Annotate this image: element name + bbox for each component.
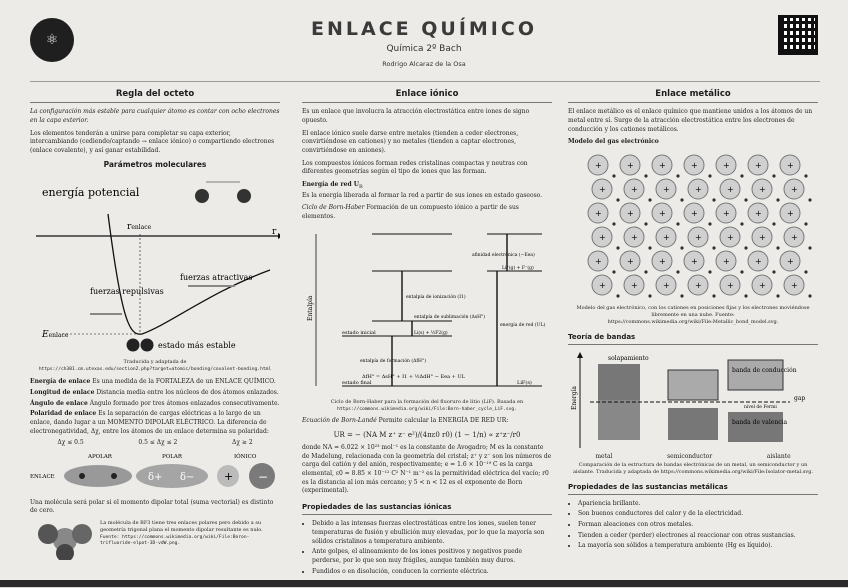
free-electron bbox=[776, 246, 779, 249]
free-electron bbox=[808, 246, 811, 249]
cation-charge: + bbox=[759, 233, 766, 243]
figure-credit-url[interactable]: https://ch301.cm.utexas.edu/section2.php?target=atomic/bonding/covalent-bonding.html bbox=[38, 366, 272, 372]
list-item: • Fundidos o en disolución, conducen la corriente eléctrica. bbox=[312, 568, 552, 577]
free-electron bbox=[680, 198, 683, 201]
bh-caption: Ciclo de Born-Haber para la formación del fluoruro de litio (LiF). Basada en bbox=[330, 399, 524, 406]
footer-bar bbox=[0, 580, 848, 587]
free-electron bbox=[648, 294, 651, 297]
definition-item: Longitud de enlace Distancia media entre los núcleos de dos átomos enlazados. bbox=[30, 388, 279, 396]
cation-charge: + bbox=[759, 185, 766, 195]
bh-lattice-energy: energía de red (UL) bbox=[500, 322, 546, 328]
cation-charge: + bbox=[659, 209, 666, 219]
cation-charge: + bbox=[599, 185, 606, 195]
free-electron bbox=[744, 294, 747, 297]
free-electron bbox=[680, 294, 683, 297]
metal-props-title: Propiedades de las sustancias metálicas bbox=[568, 482, 818, 495]
figure-credit: Traducida y adaptada de bbox=[123, 359, 187, 366]
type-apolar: APOLAR bbox=[88, 454, 112, 461]
cation-charge: + bbox=[595, 257, 602, 267]
cation-charge: + bbox=[723, 257, 730, 267]
free-electron bbox=[612, 174, 615, 177]
cation-charge: + bbox=[631, 281, 638, 291]
bh-lif: LiF(s) bbox=[517, 379, 532, 386]
section-title-octeto: Regla del octeto bbox=[30, 88, 280, 103]
column-octeto bbox=[30, 88, 280, 588]
bf3-molecule-icon bbox=[30, 520, 100, 560]
free-electron bbox=[772, 174, 775, 177]
ionic-props-list bbox=[312, 520, 552, 576]
page-title: ENLACE QUÍMICO bbox=[311, 18, 537, 40]
list-item: • Apariencia brillante. bbox=[578, 500, 818, 509]
bh-gas-ions: Li⁺(g) + F⁻(g) bbox=[502, 265, 534, 271]
free-electron bbox=[712, 198, 715, 201]
octeto-lead: La configuración más estable para cualquier átomo es contar con ocho electrones en la capa exterior. bbox=[30, 108, 280, 124]
cation-charge: + bbox=[627, 161, 634, 171]
cation-charge: + bbox=[595, 161, 602, 171]
free-electron bbox=[776, 294, 779, 297]
logo-icon: ⚛ bbox=[30, 18, 74, 62]
bh-initial-state: estado inicial bbox=[342, 329, 376, 336]
range-polar: 0.5 ≤ Δχ ≤ 2 bbox=[138, 439, 178, 447]
polarity-diagram bbox=[30, 451, 280, 495]
cation-charge: + bbox=[663, 281, 670, 291]
free-electron bbox=[744, 246, 747, 249]
free-electron bbox=[772, 270, 775, 273]
cation-charge: + bbox=[599, 281, 606, 291]
qr-code-icon[interactable] bbox=[778, 15, 818, 55]
bh-ionization: entalpía de ionización (I1) bbox=[406, 294, 466, 300]
metalico-p1: El enlace metálico es el enlace químico que mantiene unidos a los átomos de un metal entre sí. Surge de la atracción electrostática entre los electrones de conducción y los cationes metálicos. bbox=[568, 108, 813, 133]
attractive-forces-label: fuerzas atractivas bbox=[180, 272, 253, 282]
page-subtitle: Química 2º Bach bbox=[386, 44, 462, 54]
born-lande-where: donde NA = 6.022 × 10²³ mol⁻¹ es la constante de Avogadro; M es la constante de Madelung, relacionada con la geometría del cristal; z⁺ y z⁻ son los números de carga del catión y del anión, respectivamente; e = 1.6 × 10⁻¹⁹ C es la carga elemental, ε0 = 8.85 × 10⁻¹² C² N⁻¹ m⁻² es la permitividad eléctrica del vacío; r0 es la distancia al ion más cercano; y 5 < n < 12 es el exponente de Born (experimental). bbox=[302, 444, 552, 495]
cation-charge: + bbox=[659, 161, 666, 171]
bh-formation: entalpía de formación (ΔfH°) bbox=[360, 358, 426, 364]
bands-energy-axis: Energía bbox=[571, 385, 578, 410]
free-electron bbox=[776, 198, 779, 201]
delta-minus: δ− bbox=[180, 472, 195, 484]
polar-note: Una molécula será polar si el momento dipolar total (suma vectorial) es distinto de cero. bbox=[30, 498, 274, 515]
list-item: • Debido a las intensas fuerzas electrostáticas entre los iones, suelen tener temperaturas de fusión y ebullición muy elevadas, por lo que la mayoría son sólidos cristalinos a temperatura ambiente. bbox=[312, 520, 552, 546]
bands-caption: Comparación de la estructura de bandas electrónicas de un metal, un semiconductor y un aislante. Traducida y adaptada de https://commons.wikimedia.org/wiki/File:Isolator-metal.svg. bbox=[572, 462, 814, 476]
cation-charge: + bbox=[627, 257, 634, 267]
list-item: • Son buenos conductores del calor y de la electricidad. bbox=[578, 510, 818, 519]
cation-charge: + bbox=[691, 257, 698, 267]
range-apolar: Δχ ≤ 0.5 bbox=[57, 439, 84, 447]
section-title-ionico: Enlace iónico bbox=[302, 88, 552, 103]
free-electron bbox=[676, 174, 679, 177]
cation-charge: + bbox=[755, 161, 762, 171]
enlace-label: ENLACE bbox=[30, 474, 55, 481]
energy-axis-label: energía potencial bbox=[42, 185, 140, 199]
band-insulator: aislante bbox=[766, 453, 791, 461]
metal-props-list bbox=[578, 500, 818, 551]
column-ionico bbox=[302, 88, 552, 588]
list-item: • La mayoría son sólidos a temperatura ambiente (Hg es líquido). bbox=[578, 542, 818, 551]
cation-charge: + bbox=[691, 161, 698, 171]
overlap-label: solapamiento bbox=[608, 354, 649, 362]
cation-charge: + bbox=[627, 209, 634, 219]
free-electron bbox=[740, 222, 743, 225]
author: Rodrigo Alcaraz de la Osa bbox=[382, 60, 466, 68]
free-electron bbox=[804, 222, 807, 225]
band-theory-diagram bbox=[568, 350, 818, 450]
free-electron bbox=[708, 222, 711, 225]
bf3-block bbox=[30, 520, 280, 560]
bh-equation: ΔfH° = ΔsH° + I1 + ½ΔdH° − Eea + UL bbox=[362, 373, 465, 380]
free-electron bbox=[808, 294, 811, 297]
header bbox=[0, 0, 848, 84]
model-caption: Modelo del gas electrónico, con los cationes en posiciones fijas y los electrones moviéndose libremente en una nube. Fuente: https://commons.wikimedia.org/wiki/File:Metallic_bond_model.svg. bbox=[576, 304, 810, 326]
cation-charge: + bbox=[791, 185, 798, 195]
stable-state-label: estado más estable bbox=[158, 340, 236, 350]
free-electron bbox=[612, 222, 615, 225]
lattice-energy: Energía de red $U_R$ Es la energía liberada al formar la red a partir de sus iones en estado gaseoso. bbox=[302, 181, 543, 199]
bf3-note: La molécula de BF3 tiene tres enlaces polares pero debido a su geometría trigonal plana el momento dipolar resultante es nulo. bbox=[100, 520, 263, 534]
free-electron bbox=[740, 270, 743, 273]
band-semiconductor: semiconductor bbox=[667, 453, 713, 461]
cation-charge: + bbox=[759, 281, 766, 291]
ionico-p1: Es un enlace que involucra la atracción electrostática entre iones de signo opuesto. bbox=[302, 108, 530, 124]
bh-electron-affinity: afinidad electrónica (−Eea) bbox=[472, 252, 535, 258]
free-electron bbox=[676, 222, 679, 225]
free-electron bbox=[744, 198, 747, 201]
free-electron bbox=[616, 198, 619, 201]
cation-charge: + bbox=[727, 233, 734, 243]
cation-charge: + bbox=[595, 209, 602, 219]
free-electron bbox=[804, 270, 807, 273]
potential-energy-figure bbox=[30, 174, 280, 356]
cation-charge: + bbox=[787, 161, 794, 171]
cation-charge: + bbox=[787, 209, 794, 219]
free-electron bbox=[708, 174, 711, 177]
cation-charge: + bbox=[659, 257, 666, 267]
free-electron bbox=[712, 294, 715, 297]
free-electron bbox=[808, 198, 811, 201]
ionico-p3: Los compuestos iónicos forman redes cristalinas compactas y neutras con diferentes geometrías según el tipo de iones que las forman. bbox=[302, 159, 528, 176]
free-electron bbox=[676, 270, 679, 273]
column-metalico bbox=[568, 88, 818, 588]
definition-item: Energía de enlace Es una medida de la FORTALEZA de un ENLACE QUÍMICO. bbox=[30, 378, 276, 386]
bh-final-state: estado final bbox=[342, 379, 372, 386]
delta-plus: δ+ bbox=[148, 472, 163, 484]
bf3-source[interactable]: Fuente: https://commons.wikimedia.org/wiki/File:Boron-trifluoride-elpot-3D-vdW.png. bbox=[100, 534, 250, 547]
ionico-p2: El enlace iónico suele darse entre metales (tienden a ceder electrones, convirtiéndose en cationes) y no metales (tienden a captar electrones, convirtiéndose en aniones). bbox=[302, 129, 519, 155]
anion-minus: − bbox=[258, 470, 269, 485]
free-electron bbox=[648, 198, 651, 201]
cation-charge: + bbox=[787, 257, 794, 267]
band-metal: metal bbox=[595, 453, 613, 461]
free-electron bbox=[648, 246, 651, 249]
free-electron bbox=[644, 174, 647, 177]
free-electron bbox=[708, 270, 711, 273]
free-electron bbox=[612, 270, 615, 273]
octeto-body: Los elementos tenderán a unirse para completar su capa exterior, intercambiando (cediendo/captando → enlace iónico) o compartiendo electrones (enlace covalente), y así ganar estabilidad. bbox=[30, 129, 275, 155]
r-axis-label: r bbox=[272, 226, 277, 237]
header-divider bbox=[30, 81, 820, 82]
cation-charge: + bbox=[727, 281, 734, 291]
cation-charge: + bbox=[755, 257, 762, 267]
r-enlace-label: renlace bbox=[127, 221, 152, 232]
cation-charge: + bbox=[663, 233, 670, 243]
free-electron bbox=[616, 294, 619, 297]
cation-charge: + bbox=[791, 233, 798, 243]
bh-elements: Li(s) + ½F2(g) bbox=[414, 330, 448, 336]
free-electron bbox=[712, 246, 715, 249]
born-haber-diagram bbox=[302, 226, 552, 396]
free-electron bbox=[680, 246, 683, 249]
free-electron bbox=[644, 222, 647, 225]
cation-charge: + bbox=[695, 233, 702, 243]
fermi-level-label: nivel de Fermi bbox=[744, 404, 777, 410]
cation-charge: + bbox=[695, 185, 702, 195]
free-electron bbox=[804, 174, 807, 177]
section-title-metalico: Enlace metálico bbox=[568, 88, 818, 103]
definitions-list bbox=[30, 378, 280, 436]
type-ionic: IÓNICO bbox=[234, 454, 257, 461]
bh-sublimation: entalpía de sublimación (ΔsH°) bbox=[414, 314, 486, 320]
list-item: • Tienden a ceder (perder) electrones al reaccionar con otras sustancias. bbox=[578, 532, 818, 541]
polarity-ranges bbox=[30, 439, 280, 448]
model-title: Modelo del gas electrónico bbox=[568, 138, 659, 146]
cation-charge: + bbox=[663, 185, 670, 195]
gap-label: gap bbox=[794, 394, 806, 402]
band-type-labels bbox=[568, 453, 818, 462]
bands-title: Teoría de bandas bbox=[568, 332, 818, 345]
born-lande-equation: UR = − (NA M z⁺ z⁻ e²)/(4πε0 r0) (1 − 1/n) ∝ z⁺z⁻/r0 bbox=[333, 430, 521, 439]
valence-band-label: banda de valencia bbox=[732, 418, 788, 426]
range-ionic: Δχ ≥ 2 bbox=[232, 439, 253, 447]
cation-charge: + bbox=[723, 161, 730, 171]
cation-charge: + bbox=[791, 281, 798, 291]
free-electron bbox=[644, 270, 647, 273]
cation-charge: + bbox=[631, 233, 638, 243]
list-item: • Forman aleaciones con otros metales. bbox=[578, 521, 818, 530]
cation-charge: + bbox=[691, 209, 698, 219]
cation-plus: + bbox=[224, 470, 234, 484]
enthalpy-axis: Entalpía bbox=[307, 295, 314, 321]
list-item: • Ante golpes, el alineamiento de los iones positivos y negativos puede perderse, por lo que son muy frágiles, aunque también muy duros. bbox=[312, 548, 552, 565]
free-electron bbox=[616, 246, 619, 249]
repulsive-forces-label: fuerzas repulsivas bbox=[90, 286, 164, 296]
ionic-props-title: Propiedades de las sustancias iónicas bbox=[302, 502, 552, 515]
bh-url[interactable]: https://commons.wikimedia.org/wiki/File:Born-haber_cycle_LiF.svg. bbox=[337, 406, 517, 412]
e-enlace-label: Eenlace bbox=[42, 329, 69, 340]
born-lande-intro: Ecuación de Born-Landé Permite calcular la ENERGÍA DE RED UR: bbox=[302, 417, 509, 425]
free-electron bbox=[772, 222, 775, 225]
conduction-band-label: banda de conducción bbox=[732, 366, 797, 374]
cation-charge: + bbox=[599, 233, 606, 243]
free-electron bbox=[740, 174, 743, 177]
cation-charge: + bbox=[695, 281, 702, 291]
cation-charge: + bbox=[631, 185, 638, 195]
cation-charge: + bbox=[755, 209, 762, 219]
definition-item: Polaridad de enlace Es la separación de cargas eléctricas a lo largo de un enlace, dando lugar a un MOMENTO DIPOLAR ELÉCTRICO. La diferencia de electronegatividad, Δχ, entre los átomos de un enlace determina su polaridad: bbox=[30, 410, 269, 435]
params-title: Parámetros moleculares bbox=[103, 159, 207, 169]
born-haber-intro: Ciclo de Born-Haber Formación de un compuesto iónico a partir de sus elementos. bbox=[302, 204, 519, 220]
cation-charge: + bbox=[723, 209, 730, 219]
cation-charge: + bbox=[727, 185, 734, 195]
definition-item: Ángulo de enlace Ángulo formado por tres átomos enlazados consecutivamente. bbox=[30, 399, 280, 407]
type-polar: POLAR bbox=[162, 454, 182, 461]
electron-gas-model bbox=[568, 151, 818, 301]
